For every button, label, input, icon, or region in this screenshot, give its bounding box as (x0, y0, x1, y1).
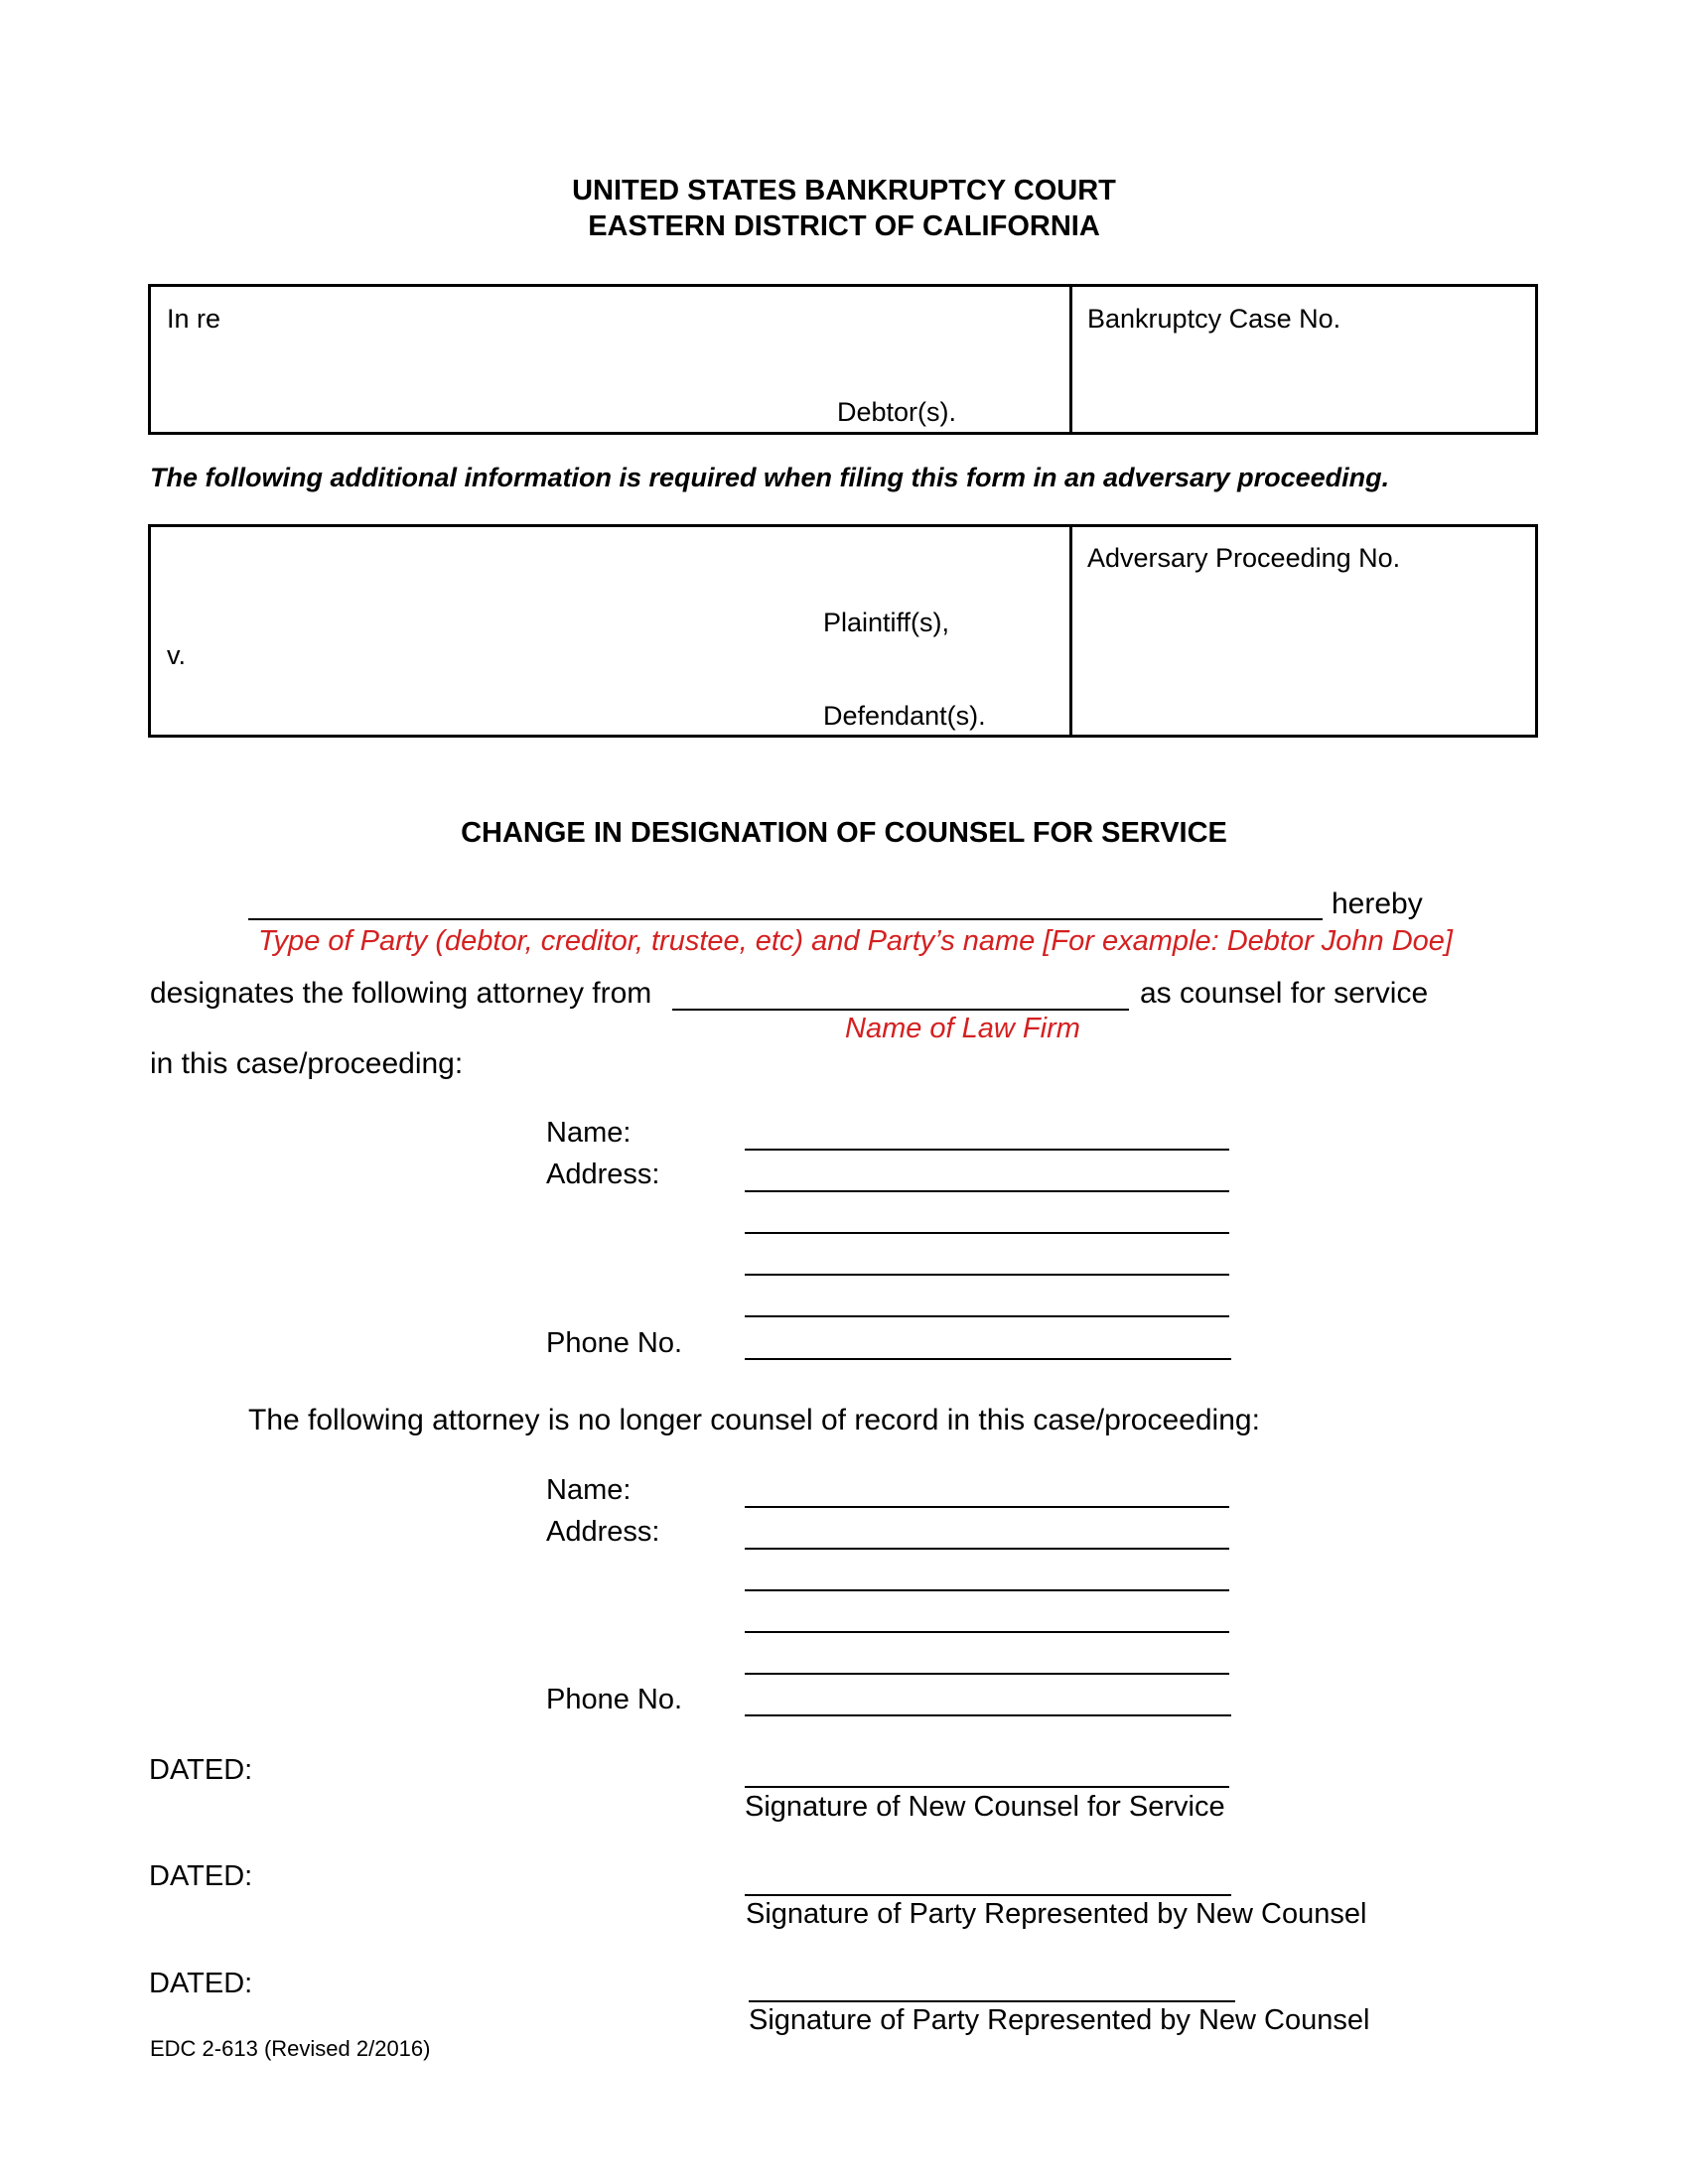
law-firm-hint: Name of Law Firm (845, 1013, 1080, 1044)
former-address-line-1[interactable] (745, 1548, 1229, 1550)
versus-label: v. (167, 640, 186, 670)
new-address-line-3[interactable] (745, 1274, 1229, 1276)
hereby-text: hereby (1332, 887, 1423, 920)
signature-line-3[interactable] (749, 2000, 1235, 2002)
new-phone-field[interactable] (745, 1358, 1231, 1360)
former-phone-label: Phone No. (546, 1684, 683, 1715)
designates-text: designates the following attorney from (150, 977, 652, 1010)
new-name-field[interactable] (745, 1149, 1229, 1151)
court-name: UNITED STATES BANKRUPTCY COURT (572, 175, 1116, 206)
case-box-divider (1069, 284, 1072, 435)
former-address-line-2[interactable] (745, 1589, 1229, 1591)
signature-caption-2: Signature of Party Represented by New Counsel (746, 1898, 1367, 1930)
form-id: EDC 2-613 (Revised 2/2016) (150, 2036, 431, 2061)
signature-line-2[interactable] (745, 1894, 1231, 1896)
adversary-note: The following additional information is required when filing this form in an adversary proceeding. (150, 463, 1390, 492)
dated-label-2: DATED: (149, 1860, 253, 1892)
signature-caption-1: Signature of New Counsel for Service (745, 1791, 1225, 1823)
signature-caption-3: Signature of Party Represented by New Counsel (749, 2004, 1370, 2036)
form-title: CHANGE IN DESIGNATION OF COUNSEL FOR SERVICE (461, 817, 1227, 849)
former-address-label: Address: (546, 1516, 660, 1548)
new-address-line-2[interactable] (745, 1232, 1229, 1234)
signature-line-1[interactable] (745, 1786, 1229, 1788)
adversary-box-divider (1069, 524, 1072, 738)
in-this-case-text: in this case/proceeding: (150, 1047, 464, 1080)
new-address-label: Address: (546, 1159, 660, 1190)
case-no-label: Bankruptcy Case No. (1087, 304, 1341, 334)
adversary-no-label: Adversary Proceeding No. (1087, 543, 1401, 573)
as-counsel-text: as counsel for service (1140, 977, 1429, 1010)
party-hint: Type of Party (debtor, creditor, trustee, etc) and Party’s name [For example: Debtor John Doe] (258, 925, 1453, 957)
new-address-line-1[interactable] (745, 1190, 1229, 1192)
dated-label-1: DATED: (149, 1754, 253, 1786)
former-address-line-3[interactable] (745, 1631, 1229, 1633)
court-district: EASTERN DISTRICT OF CALIFORNIA (588, 210, 1100, 242)
former-name-label: Name: (546, 1474, 632, 1506)
law-firm-field[interactable] (672, 1009, 1129, 1011)
new-name-label: Name: (546, 1117, 632, 1149)
new-address-line-4[interactable] (745, 1315, 1229, 1317)
former-phone-field[interactable] (745, 1714, 1231, 1716)
defendants-label: Defendant(s). (823, 701, 986, 731)
new-phone-label: Phone No. (546, 1327, 683, 1359)
former-address-line-4[interactable] (745, 1673, 1229, 1675)
debtors-label: Debtor(s). (837, 397, 957, 427)
party-name-field[interactable] (248, 918, 1323, 920)
dated-label-3: DATED: (149, 1968, 253, 1999)
in-re-label: In re (167, 304, 221, 334)
former-counsel-intro: The following attorney is no longer counsel of record in this case/proceeding: (248, 1404, 1260, 1436)
plaintiffs-label: Plaintiff(s), (823, 608, 950, 637)
former-name-field[interactable] (745, 1506, 1229, 1508)
